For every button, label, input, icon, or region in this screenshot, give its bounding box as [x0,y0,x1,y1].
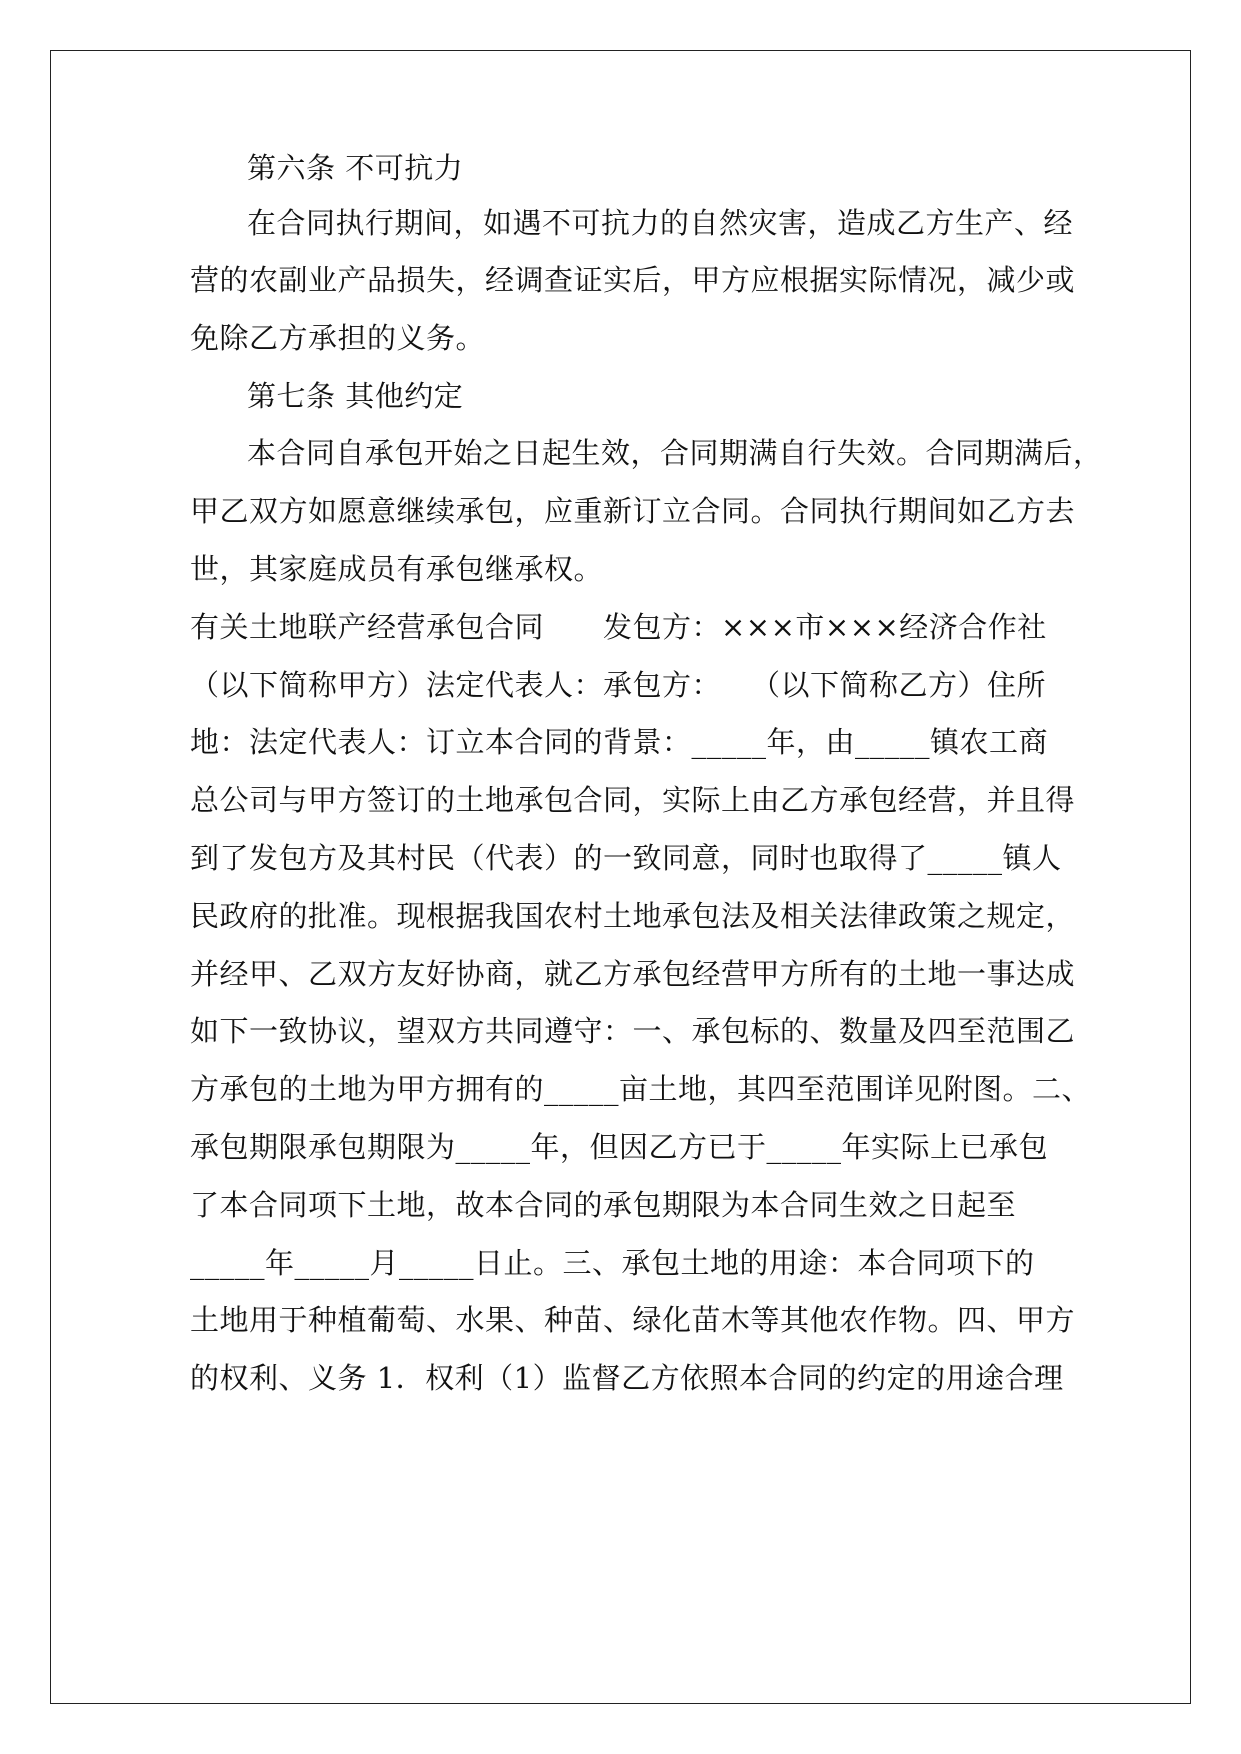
body-line: 土地用于种植葡萄、水果、种苗、绿化苗木等其他农作物。四、甲方 [190,1303,1076,1337]
body-line: _____年_____月_____日止。三、承包土地的用途：本合同项下的 [190,1246,1035,1280]
article-6-heading: 第六条 不可抗力 [247,151,464,185]
body-line: 了本合同项下土地，故本合同的承包期限为本合同生效之日起至 [190,1188,1017,1222]
body-line: 并经甲、乙双方友好协商，就乙方承包经营甲方所有的土地一事达成 [190,957,1076,991]
body-line: 如下一致协议，望双方共同遵守：一、承包标的、数量及四至范围乙 [190,1014,1076,1048]
article-7-heading: 第七条 其他约定 [247,379,464,413]
body-line: 的权利、义务 1．权利（1）监督乙方依照本合同的约定的用途合理 [190,1361,1064,1395]
body-line: 承包期限承包期限为_____年，但因乙方已于_____年实际上已承包 [190,1130,1049,1164]
body-line: （以下简称甲方）法定代表人：承包方： （以下简称乙方）住所 [190,668,1047,702]
body-line: 总公司与甲方签订的土地承包合同，实际上由乙方承包经营，并且得 [190,783,1076,817]
body-line: 世，其家庭成员有承包继承权。 [190,552,604,586]
body-line: 民政府的批准。现根据我国农村土地承包法及相关法律政策之规定， [190,899,1076,933]
body-line: 到了发包方及其村民（代表）的一致同意，同时也取得了_____镇人 [190,841,1062,875]
body-line: 在合同执行期间，如遇不可抗力的自然灾害，造成乙方生产、经 [247,206,1074,240]
body-line: 地：法定代表人：订立本合同的背景：_____年，由_____镇农工商 [190,725,1049,759]
body-line: 甲乙双方如愿意继续承包，应重新订立合同。合同执行期间如乙方去 [190,494,1076,528]
body-line: 本合同自承包开始之日起生效，合同期满自行失效。合同期满后， [247,436,1103,470]
body-line: 营的农副业产品损失，经调查证实后，甲方应根据实际情况，减少或 [190,263,1076,297]
body-line: 方承包的土地为甲方拥有的_____亩土地，其四至范围详见附图。二、 [190,1072,1092,1106]
contract-title-line: 有关土地联产经营承包合同 发包方：×××市×××经济合作社 [190,610,1047,644]
body-line: 免除乙方承担的义务。 [190,321,486,355]
